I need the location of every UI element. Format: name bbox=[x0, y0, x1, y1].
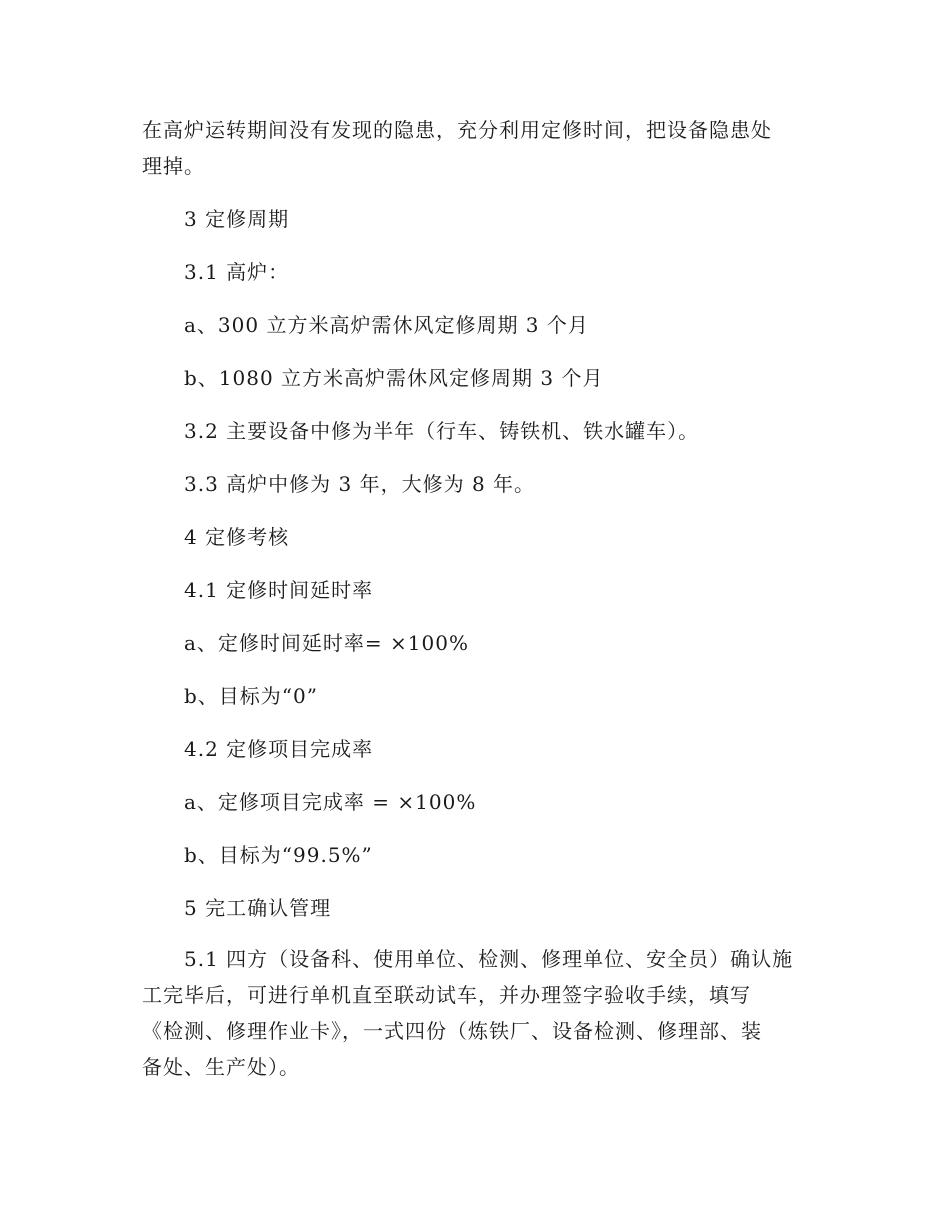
formula-line: a、定修项目完成率 = ×100% bbox=[184, 790, 477, 814]
paragraph-line: 3.3 高炉中修为 3 年，大修为 8 年。 bbox=[184, 472, 536, 496]
list-item: b、目标为“99.5%” bbox=[184, 843, 373, 867]
formula-line: a、定修时间延时率= ×100% bbox=[184, 631, 469, 655]
subsection-heading: 4.1 定修时间延时率 bbox=[184, 578, 374, 602]
subsection-heading: 3.1 高炉： bbox=[184, 260, 290, 284]
paragraph-line: 《检测、修理作业卡》，一式四份（炼铁厂、设备检测、修理部、装 bbox=[142, 1019, 762, 1043]
subsection-heading: 4.2 定修项目完成率 bbox=[184, 737, 374, 761]
paragraph-line: 在高炉运转期间没有发现的隐患，充分利用定修时间，把设备隐患处 bbox=[142, 118, 772, 142]
list-item: b、目标为“0” bbox=[184, 684, 318, 708]
list-item: b、1080 立方米高炉需休风定修周期 3 个月 bbox=[184, 366, 604, 390]
paragraph-line: 理掉。 bbox=[142, 154, 205, 178]
list-item: a、300 立方米高炉需休风定修周期 3 个月 bbox=[184, 313, 589, 337]
paragraph-line: 备处、生产处）。 bbox=[142, 1055, 300, 1079]
section-heading: 3 定修周期 bbox=[184, 207, 290, 231]
paragraph-line: 3.2 主要设备中修为半年（行车、铸铁机、铁水罐车）。 bbox=[184, 419, 700, 443]
paragraph-line: 工完毕后，可进行单机直至联动试车，并办理签字验收手续，填写 bbox=[142, 983, 751, 1007]
section-heading: 4 定修考核 bbox=[184, 525, 290, 549]
section-heading: 5 完工确认管理 bbox=[184, 896, 332, 920]
paragraph-line: 5.1 四方（设备科、使用单位、检测、修理单位、安全员）确认施 bbox=[184, 947, 794, 971]
